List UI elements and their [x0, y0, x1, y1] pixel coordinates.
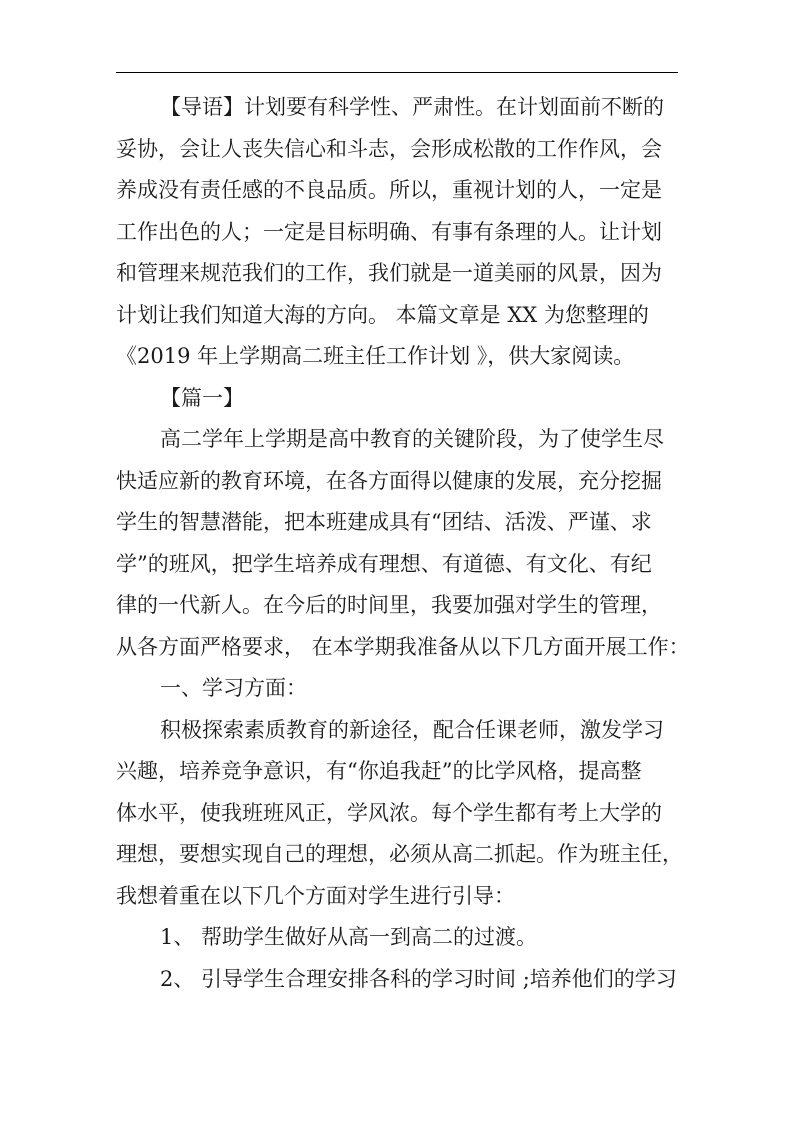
paragraph-line-intro-3: 养成没有责任感的不良品质。所以，重视计划的人，一定是 [116, 178, 662, 202]
paragraph-line-study-3: 体水平，使我班班风正，学风浓。每个学生都有考上大学的 [116, 800, 662, 825]
paragraph-line-body-6: 从各方面严格要求， 在本学期我准备从以下几方面开展工作： [116, 634, 690, 659]
paragraph-line-intro-5: 和管理来规范我们的工作，我们就是一道美丽的风景，因为 [116, 261, 662, 285]
paragraph-line-body-1: 高二学年上学期是高中教育的关键阶段，为了使学生尽 [160, 427, 664, 451]
paragraph-line-body-3: 学生的智慧潜能，把本班建成具有“团结、活泼、严谨、求 [116, 510, 652, 534]
paragraph-line-intro-1: 【导语】计划要有科学性、严肃性。在计划面前不断的 [160, 95, 664, 119]
header-rule [116, 72, 678, 73]
paragraph-line-intro-7: 《2019 年上学期高二班主任工作计划 》，供大家阅读。 [116, 344, 635, 368]
subsection-heading-study: 一、学习方面： [160, 676, 307, 700]
paragraph-line-study-2: 兴趣，培养竞争意识，有“你追我赶”的比学风格，提高整 [116, 759, 642, 783]
paragraph-line-study-1: 积极探索素质教育的新途径，配合任课老师，激发学习 [160, 717, 664, 742]
section-heading-part-one: 【篇一】 [160, 385, 244, 410]
paragraph-line-intro-6: 计划让我们知道大海的方向。 本篇文章是 XX 为您整理的 [116, 302, 649, 327]
list-item-1: 1、 帮助学生做好从高一到高二的过渡。 [160, 925, 538, 949]
paragraph-line-study-4: 理想，要想实现自己的理想，必须从高二抓起。作为班主任， [116, 842, 683, 866]
paragraph-line-body-2: 快适应新的教育环境，在各方面得以健康的发展，充分挖掘 [116, 468, 662, 493]
paragraph-line-intro-2: 妥协，会让人丧失信心和斗志，会形成松散的工作作风，会 [116, 136, 662, 161]
paragraph-line-body-4: 学”的班风，把学生培养成有理想、有道德、有文化、有纪 [116, 551, 652, 576]
list-item-2: 2、 引导学生合理安排各科的学习时间 ;培养他们的学习 [160, 966, 677, 991]
paragraph-line-study-5: 我想着重在以下几个方面对学生进行引导： [116, 883, 515, 908]
paragraph-line-intro-4: 工作出色的人；一定是目标明确、有事有条理的人。让计划 [116, 219, 662, 244]
paragraph-line-body-5: 律的一代新人。在今后的时间里，我要加强对学生的管理， [116, 593, 662, 617]
